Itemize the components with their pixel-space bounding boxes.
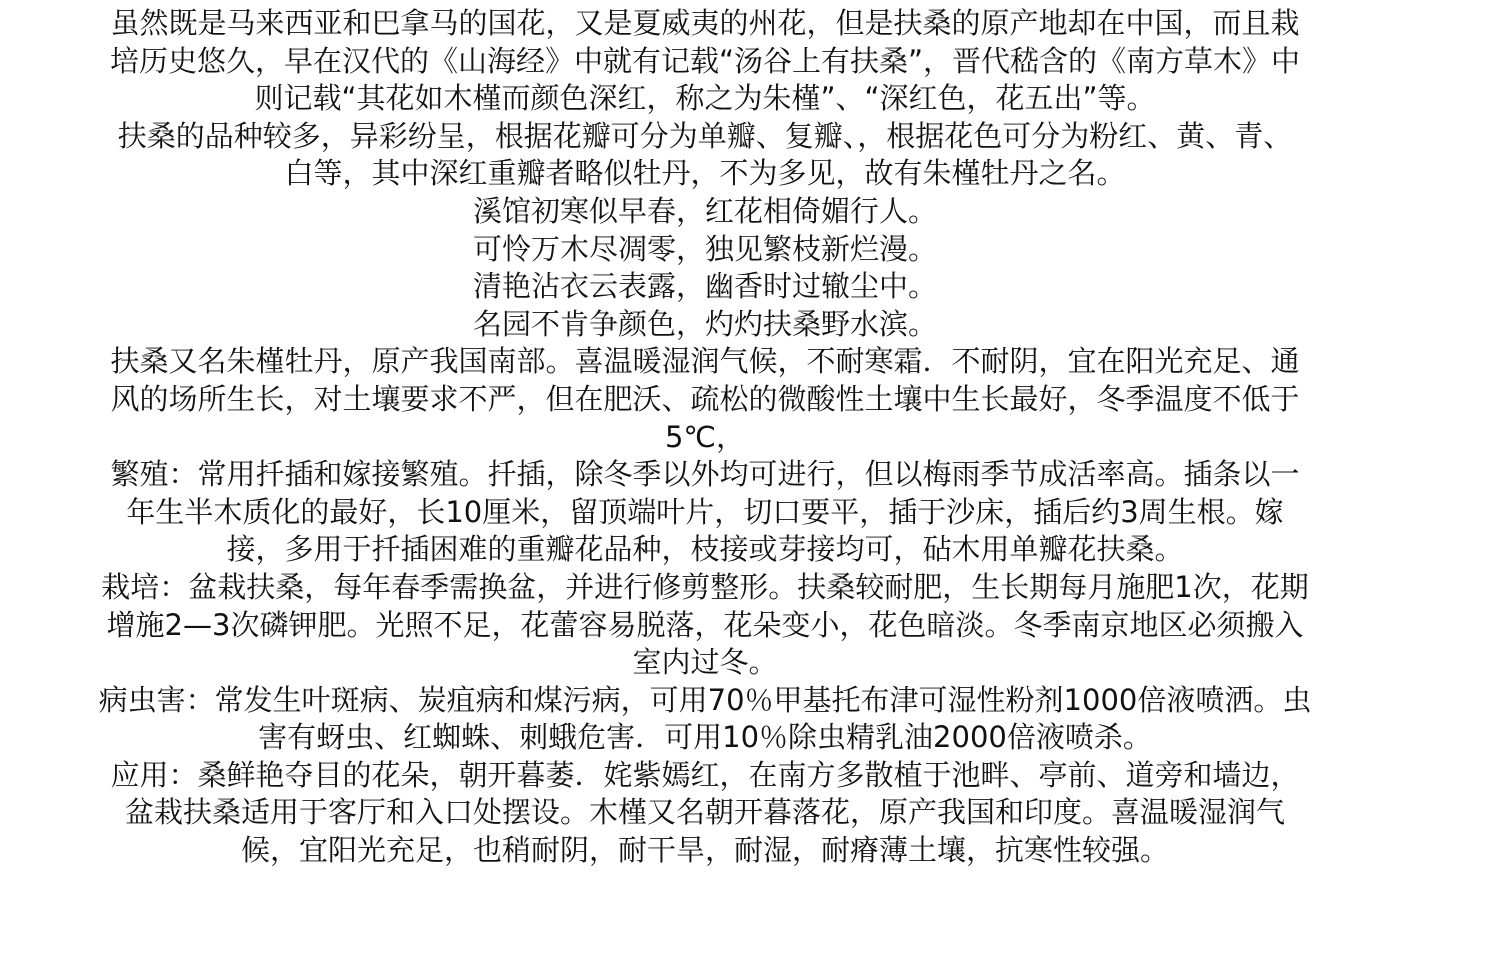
poem-line: 溪馆初寒似早春，红花相倚媚行人。 — [472, 193, 937, 228]
text-line: 扶桑的品种较多，异彩纷呈，根据花瓣可分为单瓣、复瓣、，根据花色可分为粉红、黄、青、 — [117, 118, 1293, 153]
text-line: 则记载“其花如木槿而颜色深红，称之为朱槿”、“深红色，花五出”等。 — [254, 81, 1156, 116]
text-line: 增施2—3次磷钾肥。光照不足，花蕾容易脱落，花朵变小，花色暗淡。冬季南京地区必须搬入 — [106, 607, 1304, 642]
poem-line: 清艳沾衣云表露，幽香时过辙尘中。 — [472, 269, 937, 304]
text-line: 培历史悠久，早在汉代的《山海经》中就有记载“汤谷上有扶桑”，晋代嵇含的《南方草木》中 — [109, 43, 1301, 78]
text-line: 室内过冬。 — [632, 645, 778, 680]
text-line: 害有蚜虫、红蜘蛛、刺蛾危害．可用10％除虫精乳油2000倍液喷杀。 — [258, 720, 1152, 755]
text-line: 5℃， — [664, 419, 746, 454]
text-line: 栽培：盆栽扶桑，每年春季需换盆，并进行修剪整形。扶桑较耐肥，生长期每月施肥1次，花期 — [101, 569, 1309, 604]
text-line: 繁殖：常用扦插和嫁接繁殖。扦插，除冬季以外均可进行，但以梅雨季节成活率高。插条以一 — [110, 457, 1300, 492]
poem-line: 名园不肯争颜色，灼灼扶桑野水滨。 — [472, 306, 937, 341]
text-line: 风的场所生长，对土壤要求不严，但在肥沃、疏松的微酸性土壤中生长最好，冬季温度不低于 — [110, 381, 1300, 416]
text-line: 扶桑又名朱槿牡丹，原产我国南部。喜温暖湿润气候，不耐寒霜．不耐阴，宜在阳光充足、通 — [110, 344, 1300, 379]
text-line: 病虫害：常发生叶斑病、炭疽病和煤污病，可用70％甲基托布津可湿性粉剂1000倍液喷洒。虫 — [98, 682, 1312, 717]
text-line: 白等，其中深红重瓣者略似牡丹，不为多见，故有朱槿牡丹之名。 — [284, 156, 1126, 191]
text-line: 应用：桑鲜艳夺目的花朵，朝开暮萎．姹紫嫣红，在南方多散植于池畔、亭前、道旁和墙边， — [110, 757, 1300, 792]
text-line: 虽然既是马来西亚和巴拿马的国花，又是夏威夷的州花，但是扶桑的原产地却在中国，而且栽 — [110, 6, 1300, 40]
poem-line: 可怜万木尽凋零，独见繁枝新烂漫。 — [472, 231, 937, 266]
document-body — [0, 5, 1410, 870]
text-line: 盆栽扶桑适用于客厅和入口处摆设。木槿又名朝开暮落花，原产我国和印度。喜温暖湿润气 — [124, 795, 1285, 830]
text-line: 候，宜阳光充足，也稍耐阴，耐干旱，耐湿，耐瘠薄土壤，抗寒性较强。 — [240, 833, 1169, 868]
text-line: 接，多用于扦插困难的重瓣花品种，枝接或芽接均可，砧木用单瓣花扶桑。 — [226, 532, 1184, 567]
text-line: 年生半木质化的最好，长10厘米，留顶端叶片，切口要平，插于沙床，插后约3周生根。嫁 — [126, 494, 1284, 529]
